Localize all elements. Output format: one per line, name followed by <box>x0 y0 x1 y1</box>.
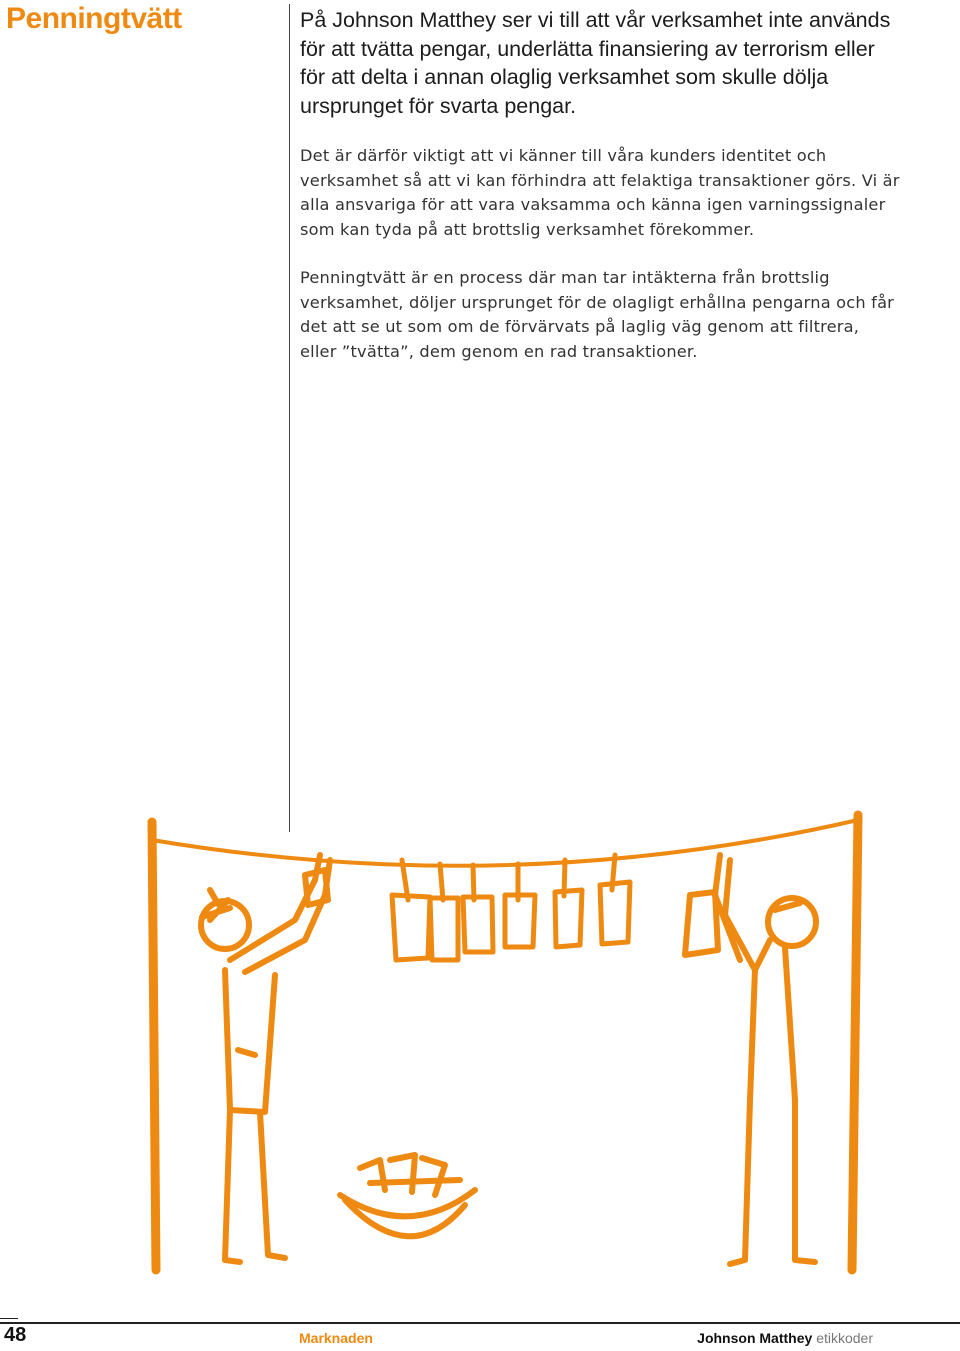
footer-rule <box>0 1322 960 1324</box>
main-content <box>300 6 900 364</box>
laundering-clothesline-illustration <box>130 800 880 1280</box>
page-number: 48 <box>4 1324 27 1346</box>
lead-paragraph: På Johnson Matthey ser vi till att vår verksamhet inte används för att tvätta pengar, underlätta finansiering av terrorism eller för att delta i annan olaglig verksamhet som skulle dölja ursprunget för svarta pengar. <box>300 8 891 118</box>
company-name: Johnson Matthey <box>697 1330 813 1346</box>
company-suffix: etikkoder <box>816 1330 873 1346</box>
footer-rule-short <box>0 1318 18 1319</box>
footer-company <box>697 1330 873 1346</box>
body-paragraph-1: Det är därför viktigt att vi känner till våra kunders identitet och verksamhet så att vi kan förhindra att felaktiga transaktioner görs. Vi är alla ansvariga för att vara vaksamma och känna igen varningssignaler som kan tyda på att brottslig verksamhet förekommer. <box>300 146 900 239</box>
vertical-divider <box>289 4 290 832</box>
page-title: Penningtvätt <box>6 2 182 35</box>
section-name: Marknaden <box>299 1330 373 1346</box>
body-paragraph-2: Penningtvätt är en process där man tar intäkterna från brottslig verksamhet, döljer ursprunget för de olagligt erhållna pengarna och får det att se ut som om de förvärvats på laglig väg genom att filtrera, eller ”tvätta”, dem genom en rad transaktioner. <box>300 268 895 361</box>
